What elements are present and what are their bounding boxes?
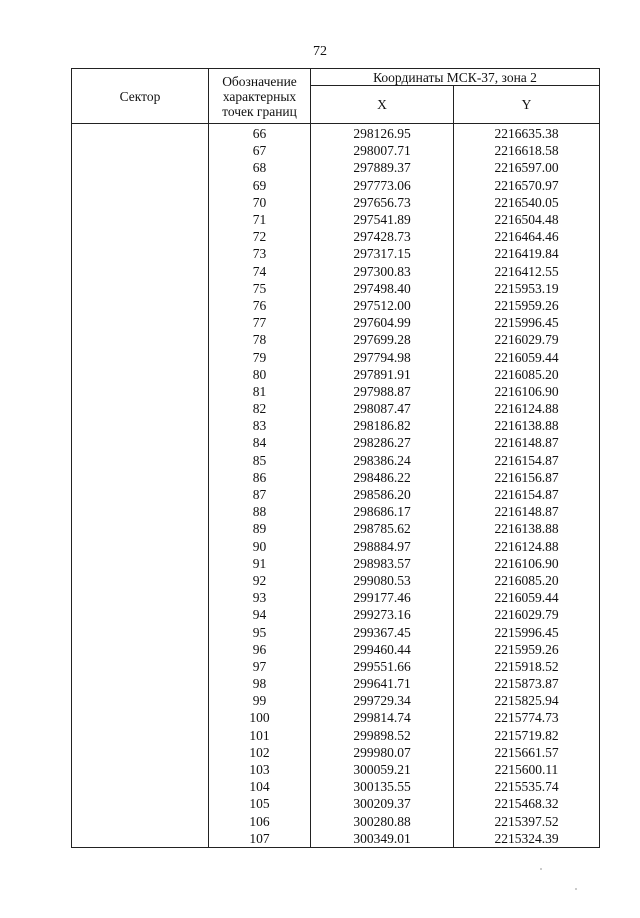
sector-cell xyxy=(72,366,209,383)
y-coordinate-cell: 2215324.39 xyxy=(454,830,600,848)
y-coordinate-cell: 2215953.19 xyxy=(454,280,600,297)
sector-cell xyxy=(72,228,209,245)
sector-cell xyxy=(72,623,209,640)
y-coordinate-cell: 2216124.88 xyxy=(454,538,600,555)
x-coordinate-cell: 300135.55 xyxy=(311,778,454,795)
x-coordinate-cell: 298586.20 xyxy=(311,486,454,503)
table-row xyxy=(72,555,600,572)
x-coordinate-cell: 298186.82 xyxy=(311,417,454,434)
sector-cell xyxy=(72,383,209,400)
x-coordinate-cell: 297300.83 xyxy=(311,263,454,280)
sector-cell xyxy=(72,641,209,658)
table-row xyxy=(72,503,600,520)
y-coordinate-cell: 2215535.74 xyxy=(454,778,600,795)
table-row xyxy=(72,280,600,297)
point-number-cell: 66 xyxy=(209,124,311,143)
sector-cell xyxy=(72,744,209,761)
point-number-cell: 78 xyxy=(209,331,311,348)
x-coordinate-cell: 299177.46 xyxy=(311,589,454,606)
point-number-cell: 85 xyxy=(209,452,311,469)
table-row xyxy=(72,228,600,245)
table-row xyxy=(72,331,600,348)
sector-cell xyxy=(72,830,209,848)
y-coordinate-cell: 2216124.88 xyxy=(454,400,600,417)
sector-cell xyxy=(72,177,209,194)
sector-cell xyxy=(72,589,209,606)
sector-cell xyxy=(72,469,209,486)
sector-cell xyxy=(72,417,209,434)
y-coordinate-cell: 2215873.87 xyxy=(454,675,600,692)
point-number-cell: 102 xyxy=(209,744,311,761)
header-y: Y xyxy=(454,86,600,124)
point-number-cell: 101 xyxy=(209,727,311,744)
point-number-cell: 72 xyxy=(209,228,311,245)
sector-cell xyxy=(72,211,209,228)
x-coordinate-cell: 300059.21 xyxy=(311,761,454,778)
y-coordinate-cell: 2215397.52 xyxy=(454,813,600,830)
x-coordinate-cell: 297317.15 xyxy=(311,245,454,262)
table-row xyxy=(72,744,600,761)
x-coordinate-cell: 299551.66 xyxy=(311,658,454,675)
header-coordinates: Координаты МСК-37, зона 2 xyxy=(311,69,600,86)
table-row xyxy=(72,194,600,211)
y-coordinate-cell: 2216059.44 xyxy=(454,589,600,606)
x-coordinate-cell: 297656.73 xyxy=(311,194,454,211)
y-coordinate-cell: 2216597.00 xyxy=(454,159,600,176)
y-coordinate-cell: 2216148.87 xyxy=(454,434,600,451)
x-coordinate-cell: 300209.37 xyxy=(311,795,454,812)
point-number-cell: 71 xyxy=(209,211,311,228)
point-number-cell: 104 xyxy=(209,778,311,795)
x-coordinate-cell: 297889.37 xyxy=(311,159,454,176)
x-coordinate-cell: 297794.98 xyxy=(311,348,454,365)
header-point-line-1: Обозначение xyxy=(222,73,297,89)
table-row xyxy=(72,159,600,176)
y-coordinate-cell: 2216085.20 xyxy=(454,366,600,383)
x-coordinate-cell: 297428.73 xyxy=(311,228,454,245)
table-row xyxy=(72,452,600,469)
x-coordinate-cell: 299460.44 xyxy=(311,641,454,658)
point-number-cell: 74 xyxy=(209,263,311,280)
point-number-cell: 93 xyxy=(209,589,311,606)
sector-cell xyxy=(72,727,209,744)
point-number-cell: 88 xyxy=(209,503,311,520)
y-coordinate-cell: 2215661.57 xyxy=(454,744,600,761)
y-coordinate-cell: 2216464.46 xyxy=(454,228,600,245)
sector-cell xyxy=(72,194,209,211)
table-row xyxy=(72,795,600,812)
table-row xyxy=(72,366,600,383)
x-coordinate-cell: 298007.71 xyxy=(311,142,454,159)
point-number-cell: 99 xyxy=(209,692,311,709)
y-coordinate-cell: 2216419.84 xyxy=(454,245,600,262)
table-row xyxy=(72,675,600,692)
point-number-cell: 83 xyxy=(209,417,311,434)
x-coordinate-cell: 297498.40 xyxy=(311,280,454,297)
table-header xyxy=(72,69,600,124)
x-coordinate-cell: 297773.06 xyxy=(311,177,454,194)
sector-cell xyxy=(72,159,209,176)
x-coordinate-cell: 298486.22 xyxy=(311,469,454,486)
y-coordinate-cell: 2216504.48 xyxy=(454,211,600,228)
x-coordinate-cell: 298686.17 xyxy=(311,503,454,520)
sector-cell xyxy=(72,124,209,143)
table-row xyxy=(72,245,600,262)
table-row xyxy=(72,469,600,486)
point-number-cell: 106 xyxy=(209,813,311,830)
sector-cell xyxy=(72,348,209,365)
point-number-cell: 80 xyxy=(209,366,311,383)
sector-cell xyxy=(72,263,209,280)
x-coordinate-cell: 298087.47 xyxy=(311,400,454,417)
x-coordinate-cell: 299641.71 xyxy=(311,675,454,692)
y-coordinate-cell: 2216106.90 xyxy=(454,383,600,400)
table-row xyxy=(72,709,600,726)
x-coordinate-cell: 299273.16 xyxy=(311,606,454,623)
table-row xyxy=(72,211,600,228)
table-row xyxy=(72,124,600,143)
sector-cell xyxy=(72,813,209,830)
y-coordinate-cell: 2216138.88 xyxy=(454,520,600,537)
point-number-cell: 86 xyxy=(209,469,311,486)
point-number-cell: 107 xyxy=(209,830,311,848)
y-coordinate-cell: 2216154.87 xyxy=(454,452,600,469)
table-row xyxy=(72,658,600,675)
sector-cell xyxy=(72,606,209,623)
point-number-cell: 75 xyxy=(209,280,311,297)
coordinates-table xyxy=(71,68,600,848)
sector-cell xyxy=(72,245,209,262)
sector-cell xyxy=(72,314,209,331)
sector-cell xyxy=(72,675,209,692)
header-point-line-2: характерных xyxy=(222,88,297,104)
x-coordinate-cell: 298884.97 xyxy=(311,538,454,555)
point-number-cell: 95 xyxy=(209,623,311,640)
sector-cell xyxy=(72,795,209,812)
table-row xyxy=(72,520,600,537)
point-number-cell: 91 xyxy=(209,555,311,572)
point-number-cell: 68 xyxy=(209,159,311,176)
table-row xyxy=(72,813,600,830)
point-number-cell: 96 xyxy=(209,641,311,658)
table-row xyxy=(72,486,600,503)
sector-cell xyxy=(72,452,209,469)
point-number-cell: 97 xyxy=(209,658,311,675)
x-coordinate-cell: 298286.27 xyxy=(311,434,454,451)
y-coordinate-cell: 2216154.87 xyxy=(454,486,600,503)
y-coordinate-cell: 2216029.79 xyxy=(454,331,600,348)
x-coordinate-cell: 298785.62 xyxy=(311,520,454,537)
table-row xyxy=(72,830,600,848)
point-number-cell: 81 xyxy=(209,383,311,400)
point-number-cell: 90 xyxy=(209,538,311,555)
sector-cell xyxy=(72,434,209,451)
y-coordinate-cell: 2216635.38 xyxy=(454,124,600,143)
page-number: 72 xyxy=(313,44,327,59)
x-coordinate-cell: 299814.74 xyxy=(311,709,454,726)
point-number-cell: 76 xyxy=(209,297,311,314)
point-number-cell: 84 xyxy=(209,434,311,451)
table-row xyxy=(72,727,600,744)
header-sector: Сектор xyxy=(72,69,209,124)
y-coordinate-cell: 2216540.05 xyxy=(454,194,600,211)
table-row xyxy=(72,606,600,623)
x-coordinate-cell: 298983.57 xyxy=(311,555,454,572)
y-coordinate-cell: 2215996.45 xyxy=(454,314,600,331)
y-coordinate-cell: 2215468.32 xyxy=(454,795,600,812)
table-row xyxy=(72,297,600,314)
table-row xyxy=(72,761,600,778)
x-coordinate-cell: 298126.95 xyxy=(311,124,454,143)
y-coordinate-cell: 2215959.26 xyxy=(454,297,600,314)
point-number-cell: 89 xyxy=(209,520,311,537)
y-coordinate-cell: 2216029.79 xyxy=(454,606,600,623)
header-point-line-3: точек границ xyxy=(222,103,297,119)
table-row xyxy=(72,142,600,159)
x-coordinate-cell: 297988.87 xyxy=(311,383,454,400)
table-row xyxy=(72,692,600,709)
x-coordinate-cell: 297699.28 xyxy=(311,331,454,348)
point-number-cell: 82 xyxy=(209,400,311,417)
x-coordinate-cell: 299980.07 xyxy=(311,744,454,761)
sector-cell xyxy=(72,331,209,348)
y-coordinate-cell: 2216618.58 xyxy=(454,142,600,159)
y-coordinate-cell: 2216412.55 xyxy=(454,263,600,280)
table-row xyxy=(72,400,600,417)
point-number-cell: 87 xyxy=(209,486,311,503)
y-coordinate-cell: 2215996.45 xyxy=(454,623,600,640)
header-x: X xyxy=(311,86,454,124)
point-number-cell: 69 xyxy=(209,177,311,194)
point-number-cell: 77 xyxy=(209,314,311,331)
sector-cell xyxy=(72,761,209,778)
sector-cell xyxy=(72,538,209,555)
sector-cell xyxy=(72,709,209,726)
table-row xyxy=(72,589,600,606)
table-row xyxy=(72,348,600,365)
y-coordinate-cell: 2215959.26 xyxy=(454,641,600,658)
sector-cell xyxy=(72,142,209,159)
x-coordinate-cell: 297512.00 xyxy=(311,297,454,314)
sector-cell xyxy=(72,297,209,314)
y-coordinate-cell: 2215918.52 xyxy=(454,658,600,675)
x-coordinate-cell: 299080.53 xyxy=(311,572,454,589)
y-coordinate-cell: 2216156.87 xyxy=(454,469,600,486)
table-body xyxy=(72,124,600,848)
point-number-cell: 67 xyxy=(209,142,311,159)
y-coordinate-cell: 2215774.73 xyxy=(454,709,600,726)
sector-cell xyxy=(72,503,209,520)
x-coordinate-cell: 299367.45 xyxy=(311,623,454,640)
x-coordinate-cell: 299898.52 xyxy=(311,727,454,744)
y-coordinate-cell: 2215825.94 xyxy=(454,692,600,709)
sector-cell xyxy=(72,280,209,297)
x-coordinate-cell: 297604.99 xyxy=(311,314,454,331)
y-coordinate-cell: 2216138.88 xyxy=(454,417,600,434)
point-number-cell: 92 xyxy=(209,572,311,589)
point-number-cell: 70 xyxy=(209,194,311,211)
y-coordinate-cell: 2216106.90 xyxy=(454,555,600,572)
table-row xyxy=(72,417,600,434)
table-row xyxy=(72,314,600,331)
sector-cell xyxy=(72,555,209,572)
scan-speck xyxy=(540,868,542,870)
header-point-designation xyxy=(209,69,311,124)
x-coordinate-cell: 297891.91 xyxy=(311,366,454,383)
sector-cell xyxy=(72,400,209,417)
y-coordinate-cell: 2215719.82 xyxy=(454,727,600,744)
point-number-cell: 79 xyxy=(209,348,311,365)
y-coordinate-cell: 2215600.11 xyxy=(454,761,600,778)
y-coordinate-cell: 2216570.97 xyxy=(454,177,600,194)
table-row xyxy=(72,641,600,658)
point-number-cell: 105 xyxy=(209,795,311,812)
sector-cell xyxy=(72,658,209,675)
table-row xyxy=(72,778,600,795)
table-row xyxy=(72,538,600,555)
table-row xyxy=(72,572,600,589)
x-coordinate-cell: 300349.01 xyxy=(311,830,454,848)
x-coordinate-cell: 300280.88 xyxy=(311,813,454,830)
y-coordinate-cell: 2216085.20 xyxy=(454,572,600,589)
table-row xyxy=(72,177,600,194)
scan-speck xyxy=(575,888,577,890)
x-coordinate-cell: 297541.89 xyxy=(311,211,454,228)
sector-cell xyxy=(72,486,209,503)
sector-cell xyxy=(72,692,209,709)
point-number-cell: 73 xyxy=(209,245,311,262)
y-coordinate-cell: 2216059.44 xyxy=(454,348,600,365)
sector-cell xyxy=(72,778,209,795)
table-row xyxy=(72,623,600,640)
point-number-cell: 94 xyxy=(209,606,311,623)
point-number-cell: 103 xyxy=(209,761,311,778)
table-row xyxy=(72,434,600,451)
x-coordinate-cell: 298386.24 xyxy=(311,452,454,469)
sector-cell xyxy=(72,520,209,537)
point-number-cell: 100 xyxy=(209,709,311,726)
y-coordinate-cell: 2216148.87 xyxy=(454,503,600,520)
table-row xyxy=(72,263,600,280)
point-number-cell: 98 xyxy=(209,675,311,692)
x-coordinate-cell: 299729.34 xyxy=(311,692,454,709)
table-row xyxy=(72,383,600,400)
sector-cell xyxy=(72,572,209,589)
